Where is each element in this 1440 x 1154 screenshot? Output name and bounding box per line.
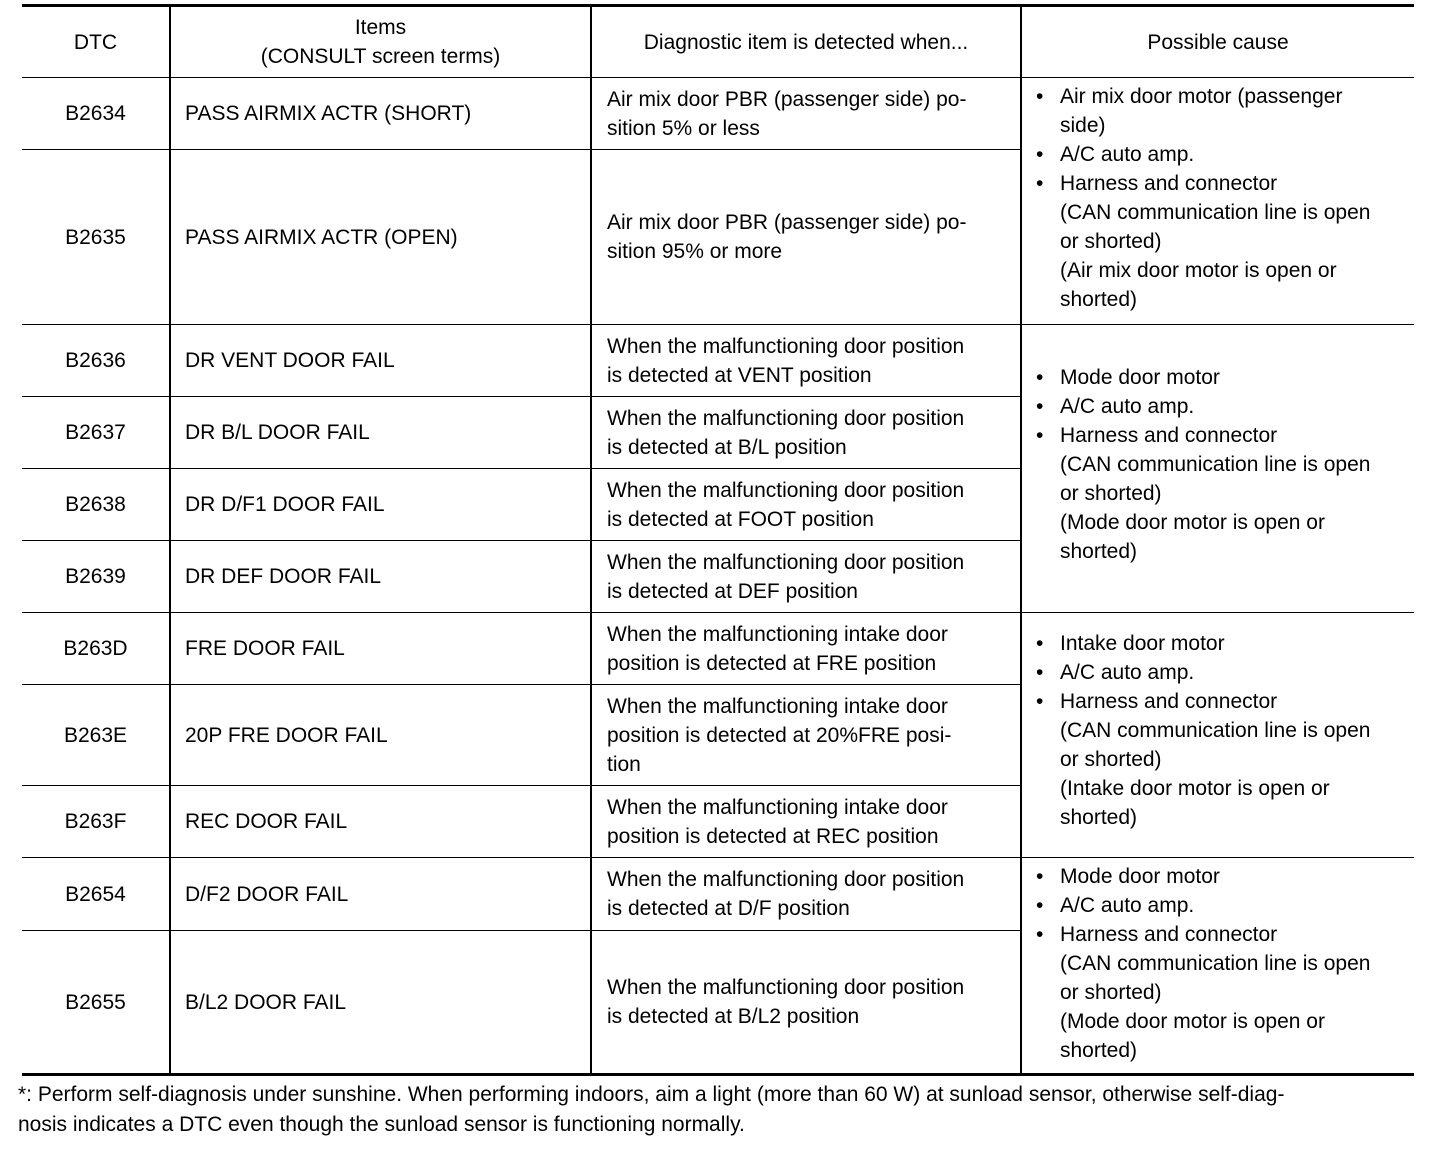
- detection-line: sition 5% or less: [607, 116, 760, 140]
- cause-bullet: • Air mix door motor (passenger side): [1034, 82, 1408, 140]
- dtc-code: B2637: [22, 397, 170, 469]
- table-row: [22, 613, 1414, 685]
- detection-line: is detected at D/F position: [607, 897, 850, 920]
- detection-condition: [591, 786, 1021, 858]
- detection-line: position is detected at REC position: [607, 824, 939, 848]
- detection-condition: [591, 541, 1021, 613]
- header-items: [170, 6, 591, 78]
- cause-detail: (Mode door motor is open or: [1060, 1010, 1325, 1033]
- cause-bullet: • A/C auto amp.: [1034, 658, 1408, 687]
- detection-condition: [591, 613, 1021, 685]
- cause-detail: (Air mix door motor is open or: [1060, 259, 1337, 282]
- dtc-code: B2654: [22, 858, 170, 931]
- detection-line: sition 95% or more: [607, 240, 783, 263]
- cause-bullet: • Harness and connector: [1034, 421, 1408, 450]
- cause-detail: (CAN communication line is open: [1060, 453, 1371, 476]
- detection-line: is detected at B/L position: [607, 435, 847, 459]
- cause-detail: shorted): [1060, 540, 1138, 563]
- detection-line: When the malfunctioning door position: [607, 550, 965, 574]
- dtc-code: B263E: [22, 685, 170, 786]
- dtc-code: B263D: [22, 613, 170, 685]
- detection-line: is detected at B/L2 position: [607, 1005, 860, 1028]
- header-detected: Diagnostic item is detected when...: [591, 6, 1021, 78]
- detection-line: is detected at DEF position: [607, 579, 858, 603]
- table-row: [22, 858, 1414, 931]
- table-row: [22, 325, 1414, 397]
- consult-item: DR B/L DOOR FAIL: [170, 397, 591, 469]
- cause-bullet: • Intake door motor: [1034, 629, 1408, 658]
- cause-detail: shorted): [1060, 1039, 1138, 1062]
- dtc-code: B2636: [22, 325, 170, 397]
- consult-item: DR VENT DOOR FAIL: [170, 325, 591, 397]
- dtc-table: [22, 4, 1414, 1076]
- cause-detail: or shorted): [1060, 230, 1162, 253]
- header-items-line1: Items: [354, 16, 407, 39]
- possible-cause: [1021, 78, 1414, 325]
- detection-line: position is detected at 20%FRE posi-: [607, 723, 952, 747]
- cause-detail: shorted): [1060, 806, 1138, 829]
- detection-line: When the malfunctioning door position: [607, 976, 965, 999]
- cause-bullet: • A/C auto amp.: [1034, 140, 1408, 169]
- cause-detail: (CAN communication line is open: [1060, 952, 1371, 975]
- cause-detail: (Intake door motor is open or: [1060, 777, 1330, 800]
- consult-item: DR DEF DOOR FAIL: [170, 541, 591, 613]
- cause-detail: (Mode door motor is open or: [1060, 511, 1325, 534]
- consult-item: D/F2 DOOR FAIL: [170, 858, 591, 931]
- dtc-code: B2638: [22, 469, 170, 541]
- detection-condition: [591, 397, 1021, 469]
- header-items-line2: (CONSULT screen terms): [260, 45, 501, 68]
- table-row: [22, 78, 1414, 150]
- dtc-code: B2639: [22, 541, 170, 613]
- dtc-code: B263F: [22, 786, 170, 858]
- header-dtc: DTC: [22, 6, 170, 78]
- detection-line: Air mix door PBR (passenger side) po-: [607, 211, 967, 234]
- dtc-code: B2655: [22, 931, 170, 1075]
- dtc-code: B2635: [22, 150, 170, 325]
- consult-item: 20P FRE DOOR FAIL: [170, 685, 591, 786]
- detection-line: tion: [607, 752, 641, 776]
- cause-detail: or shorted): [1060, 748, 1162, 771]
- cause-bullet: • A/C auto amp.: [1034, 392, 1408, 421]
- consult-item: REC DOOR FAIL: [170, 786, 591, 858]
- cause-detail: or shorted): [1060, 482, 1162, 505]
- header-cause: Possible cause: [1021, 6, 1414, 78]
- table-header-row: [22, 6, 1414, 78]
- possible-cause: [1021, 325, 1414, 613]
- cause-detail: or shorted): [1060, 981, 1162, 1004]
- cause-bullet: • Harness and connector: [1034, 687, 1408, 716]
- detection-line: When the malfunctioning intake door: [607, 694, 948, 718]
- detection-line: When the malfunctioning door position: [607, 868, 965, 891]
- footnote-line: nosis indicates a DTC even though the sunload sensor is functioning normally.: [18, 1113, 745, 1136]
- consult-item: FRE DOOR FAIL: [170, 613, 591, 685]
- cause-bullet: • A/C auto amp.: [1034, 891, 1408, 920]
- detection-line: When the malfunctioning door position: [607, 334, 965, 358]
- detection-line: is detected at VENT position: [607, 363, 872, 387]
- detection-line: Air mix door PBR (passenger side) po-: [607, 87, 967, 111]
- cause-detail: (CAN communication line is open: [1060, 201, 1371, 224]
- consult-item: DR D/F1 DOOR FAIL: [170, 469, 591, 541]
- detection-line: When the malfunctioning door position: [607, 406, 965, 430]
- cause-bullet: • Harness and connector: [1034, 920, 1408, 949]
- detection-condition: [591, 858, 1021, 931]
- detection-line: is detected at FOOT position: [607, 507, 874, 531]
- consult-item: PASS AIRMIX ACTR (OPEN): [170, 150, 591, 325]
- detection-condition: [591, 78, 1021, 150]
- cause-detail: shorted): [1060, 288, 1138, 311]
- consult-item: B/L2 DOOR FAIL: [170, 931, 591, 1075]
- cause-bullet: • Mode door motor: [1034, 363, 1408, 392]
- detection-condition: [591, 685, 1021, 786]
- possible-cause: [1021, 858, 1414, 1075]
- detection-line: When the malfunctioning intake door: [607, 795, 948, 819]
- footnote-line: *: Perform self-diagnosis under sunshine. When performing indoors, aim a light (more than 60 W) at sunload sensor, otherwise self-diag-: [18, 1083, 1285, 1106]
- cause-bullet: • Mode door motor: [1034, 862, 1408, 891]
- cause-detail: (CAN communication line is open: [1060, 719, 1371, 742]
- detection-line: When the malfunctioning door position: [607, 478, 965, 502]
- possible-cause: [1021, 613, 1414, 858]
- detection-condition: [591, 325, 1021, 397]
- dtc-code: B2634: [22, 78, 170, 150]
- cause-bullet: • Harness and connector: [1034, 169, 1408, 198]
- detection-condition: [591, 931, 1021, 1075]
- consult-item: PASS AIRMIX ACTR (SHORT): [170, 78, 591, 150]
- footnote: [18, 1080, 1426, 1140]
- detection-line: position is detected at FRE position: [607, 651, 937, 675]
- detection-condition: [591, 150, 1021, 325]
- detection-line: When the malfunctioning intake door: [607, 622, 948, 646]
- detection-condition: [591, 469, 1021, 541]
